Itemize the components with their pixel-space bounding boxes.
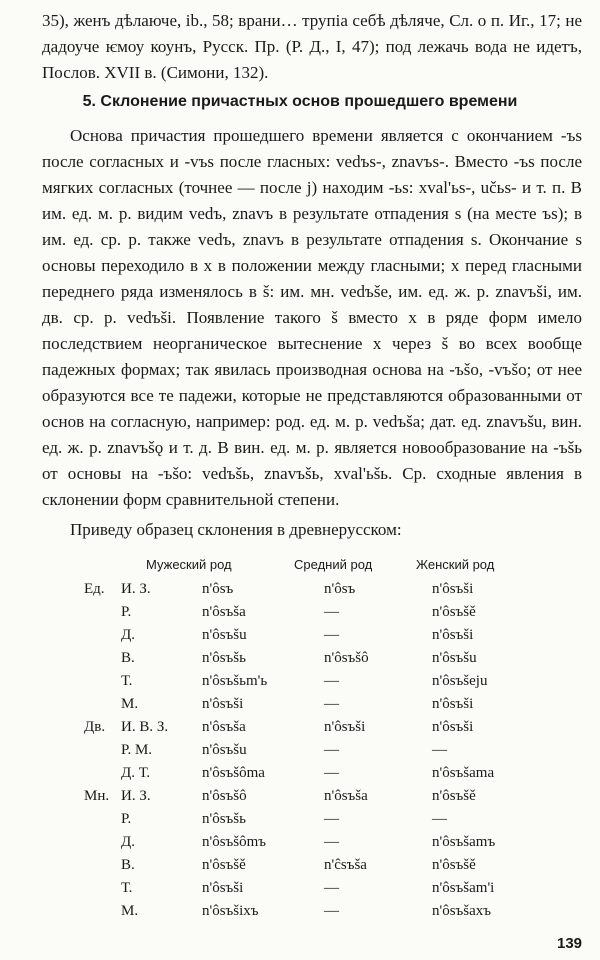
fem-form: n'ôsъšama: [432, 765, 495, 781]
neut-form: —: [324, 696, 339, 712]
fem-form: n'ôsъšě: [432, 857, 476, 873]
page-number: 139: [557, 935, 583, 952]
number-label: Мн.: [84, 788, 110, 804]
neut-form: n'ôsъša: [324, 788, 368, 804]
masc-form: n'ôsъšô: [202, 788, 247, 804]
section-heading: 5. Склонение причастных основ прошедшего времени: [82, 93, 518, 110]
neut-form: —: [324, 880, 339, 896]
masc-form: n'ôsъšьm'ь: [202, 673, 268, 689]
neut-form: —: [324, 811, 339, 827]
masc-form: n'ôsъši: [202, 696, 244, 712]
case-label: В.: [121, 857, 135, 873]
neut-form: —: [324, 673, 339, 689]
neut-form: n'ĉsъša: [324, 857, 367, 873]
case-label: И. В. З.: [121, 719, 169, 735]
masc-form: n'ôsъ: [202, 581, 234, 597]
masc-form: n'ôsъšômъ: [202, 834, 267, 850]
header-neut: Средний род: [294, 557, 373, 572]
masc-form: n'ôsъšu: [202, 627, 247, 643]
fem-form: n'ôsъši: [432, 581, 474, 597]
case-label: Т.: [121, 673, 133, 689]
case-label: Д.: [121, 834, 135, 850]
header-masc: Мужеский род: [146, 557, 232, 572]
neut-form: —: [324, 742, 339, 758]
masc-form: n'ôsъša: [202, 604, 246, 620]
fem-form: n'ôsъšamъ: [432, 834, 496, 850]
fem-form: —: [432, 811, 447, 827]
table-intro: Приведу образец склонения в древнерусском:: [70, 520, 402, 539]
case-label: Р. М.: [121, 742, 153, 758]
case-label: Р.: [121, 811, 132, 827]
case-label: Д.: [121, 627, 135, 643]
fem-form: n'ôsъšaxъ: [432, 903, 492, 919]
case-label: В.: [121, 650, 135, 666]
neut-form: —: [324, 765, 339, 781]
number-label: Ед.: [84, 581, 105, 597]
masc-form: n'ôsъšь: [202, 811, 246, 827]
case-label: Т.: [121, 880, 133, 896]
masc-form: n'ôsъšě: [202, 857, 246, 873]
fem-form: n'ôsъšě: [432, 604, 476, 620]
fem-form: n'ôsъši: [432, 696, 474, 712]
neut-form: n'ôsъši: [324, 719, 366, 735]
case-label: И. З.: [121, 581, 151, 597]
neut-form: n'ôsъšô: [324, 650, 369, 666]
fem-form: n'ôsъšu: [432, 650, 477, 666]
fem-form: n'ôsъšě: [432, 788, 476, 804]
header-fem: Женский род: [416, 557, 495, 572]
case-label: Р.: [121, 604, 132, 620]
case-label: М.: [121, 696, 139, 712]
fem-form: n'ôsъši: [432, 719, 474, 735]
neut-form: —: [324, 834, 339, 850]
neut-form: —: [324, 903, 339, 919]
case-label: И. З.: [121, 788, 151, 804]
number-label: Дв.: [84, 719, 106, 735]
masc-form: n'ôsъša: [202, 719, 246, 735]
intro-paragraph: 35), женъ дѣлаюче, ib., 58; врани… трупіа себѣ дѣляче, Сл. о п. Иг., 17; не дадоуче ѥмоу коунъ, Русск. Пр. (Р. Д., I, 47); под лежачь вода не идетъ, Послов. XVII в. (Симони, 132).: [42, 11, 582, 82]
body-paragraph: Основа причастия прошедшего времени является с окончанием -ъs после согласных и -vъs после гласных: vedъs-, znavъs-. Вместо -ъs после мягких согласных (точнее — после j) находим -ьs: xval'ьs-, učьs- и т. п. В им. ед. м. р. видим vedъ, znavъ в результате отпадения s (на месте ъs); в им. ед. ср. р. также vedъ, znavъ в результате отпадения s. Окончание s основы переходило в x в положении между гласными; x перед гласными переднего ряда изменялось в š: им. мн. vedъše, им. ед. ж. р. znavъši, им. дв. ср. р. vedъši. Появление такого š вместо x в ряде форм имело последствием неорганическое вытеснение x через š во всех вообще падежных формах; так явилась производная основа на -ъšo, -vъšo; от нее образуются все те падежи, которые не представляются образованными от основ на согласную, например: род. ед. м. р. vedъša; дат. ед. znavъšu, вин. ед. ж. р. znavъšǫ и т. д. В вин. ед. м. р. является новообразование на -ъšь от основы на -ъšo: vedъšь, znavъšь, xval'ьšь. Ср. сходные явления в склонении форм сравнительной степени.: [42, 126, 582, 509]
fem-form: —: [432, 742, 447, 758]
masc-form: n'ôsъšь: [202, 650, 246, 666]
fem-form: n'ôsъšam'i: [432, 880, 495, 896]
masc-form: n'ôsъšixъ: [202, 903, 259, 919]
case-label: Д. Т.: [121, 765, 151, 781]
fem-form: n'ôsъši: [432, 627, 474, 643]
neut-form: —: [324, 604, 339, 620]
neut-form: n'ôsъ: [324, 581, 356, 597]
fem-form: n'ôsъšeju: [432, 673, 488, 689]
masc-form: n'ôsъšu: [202, 742, 247, 758]
masc-form: n'ôsъši: [202, 880, 244, 896]
masc-form: n'ôsъšôma: [202, 765, 265, 781]
neut-form: —: [324, 627, 339, 643]
case-label: М.: [121, 903, 139, 919]
